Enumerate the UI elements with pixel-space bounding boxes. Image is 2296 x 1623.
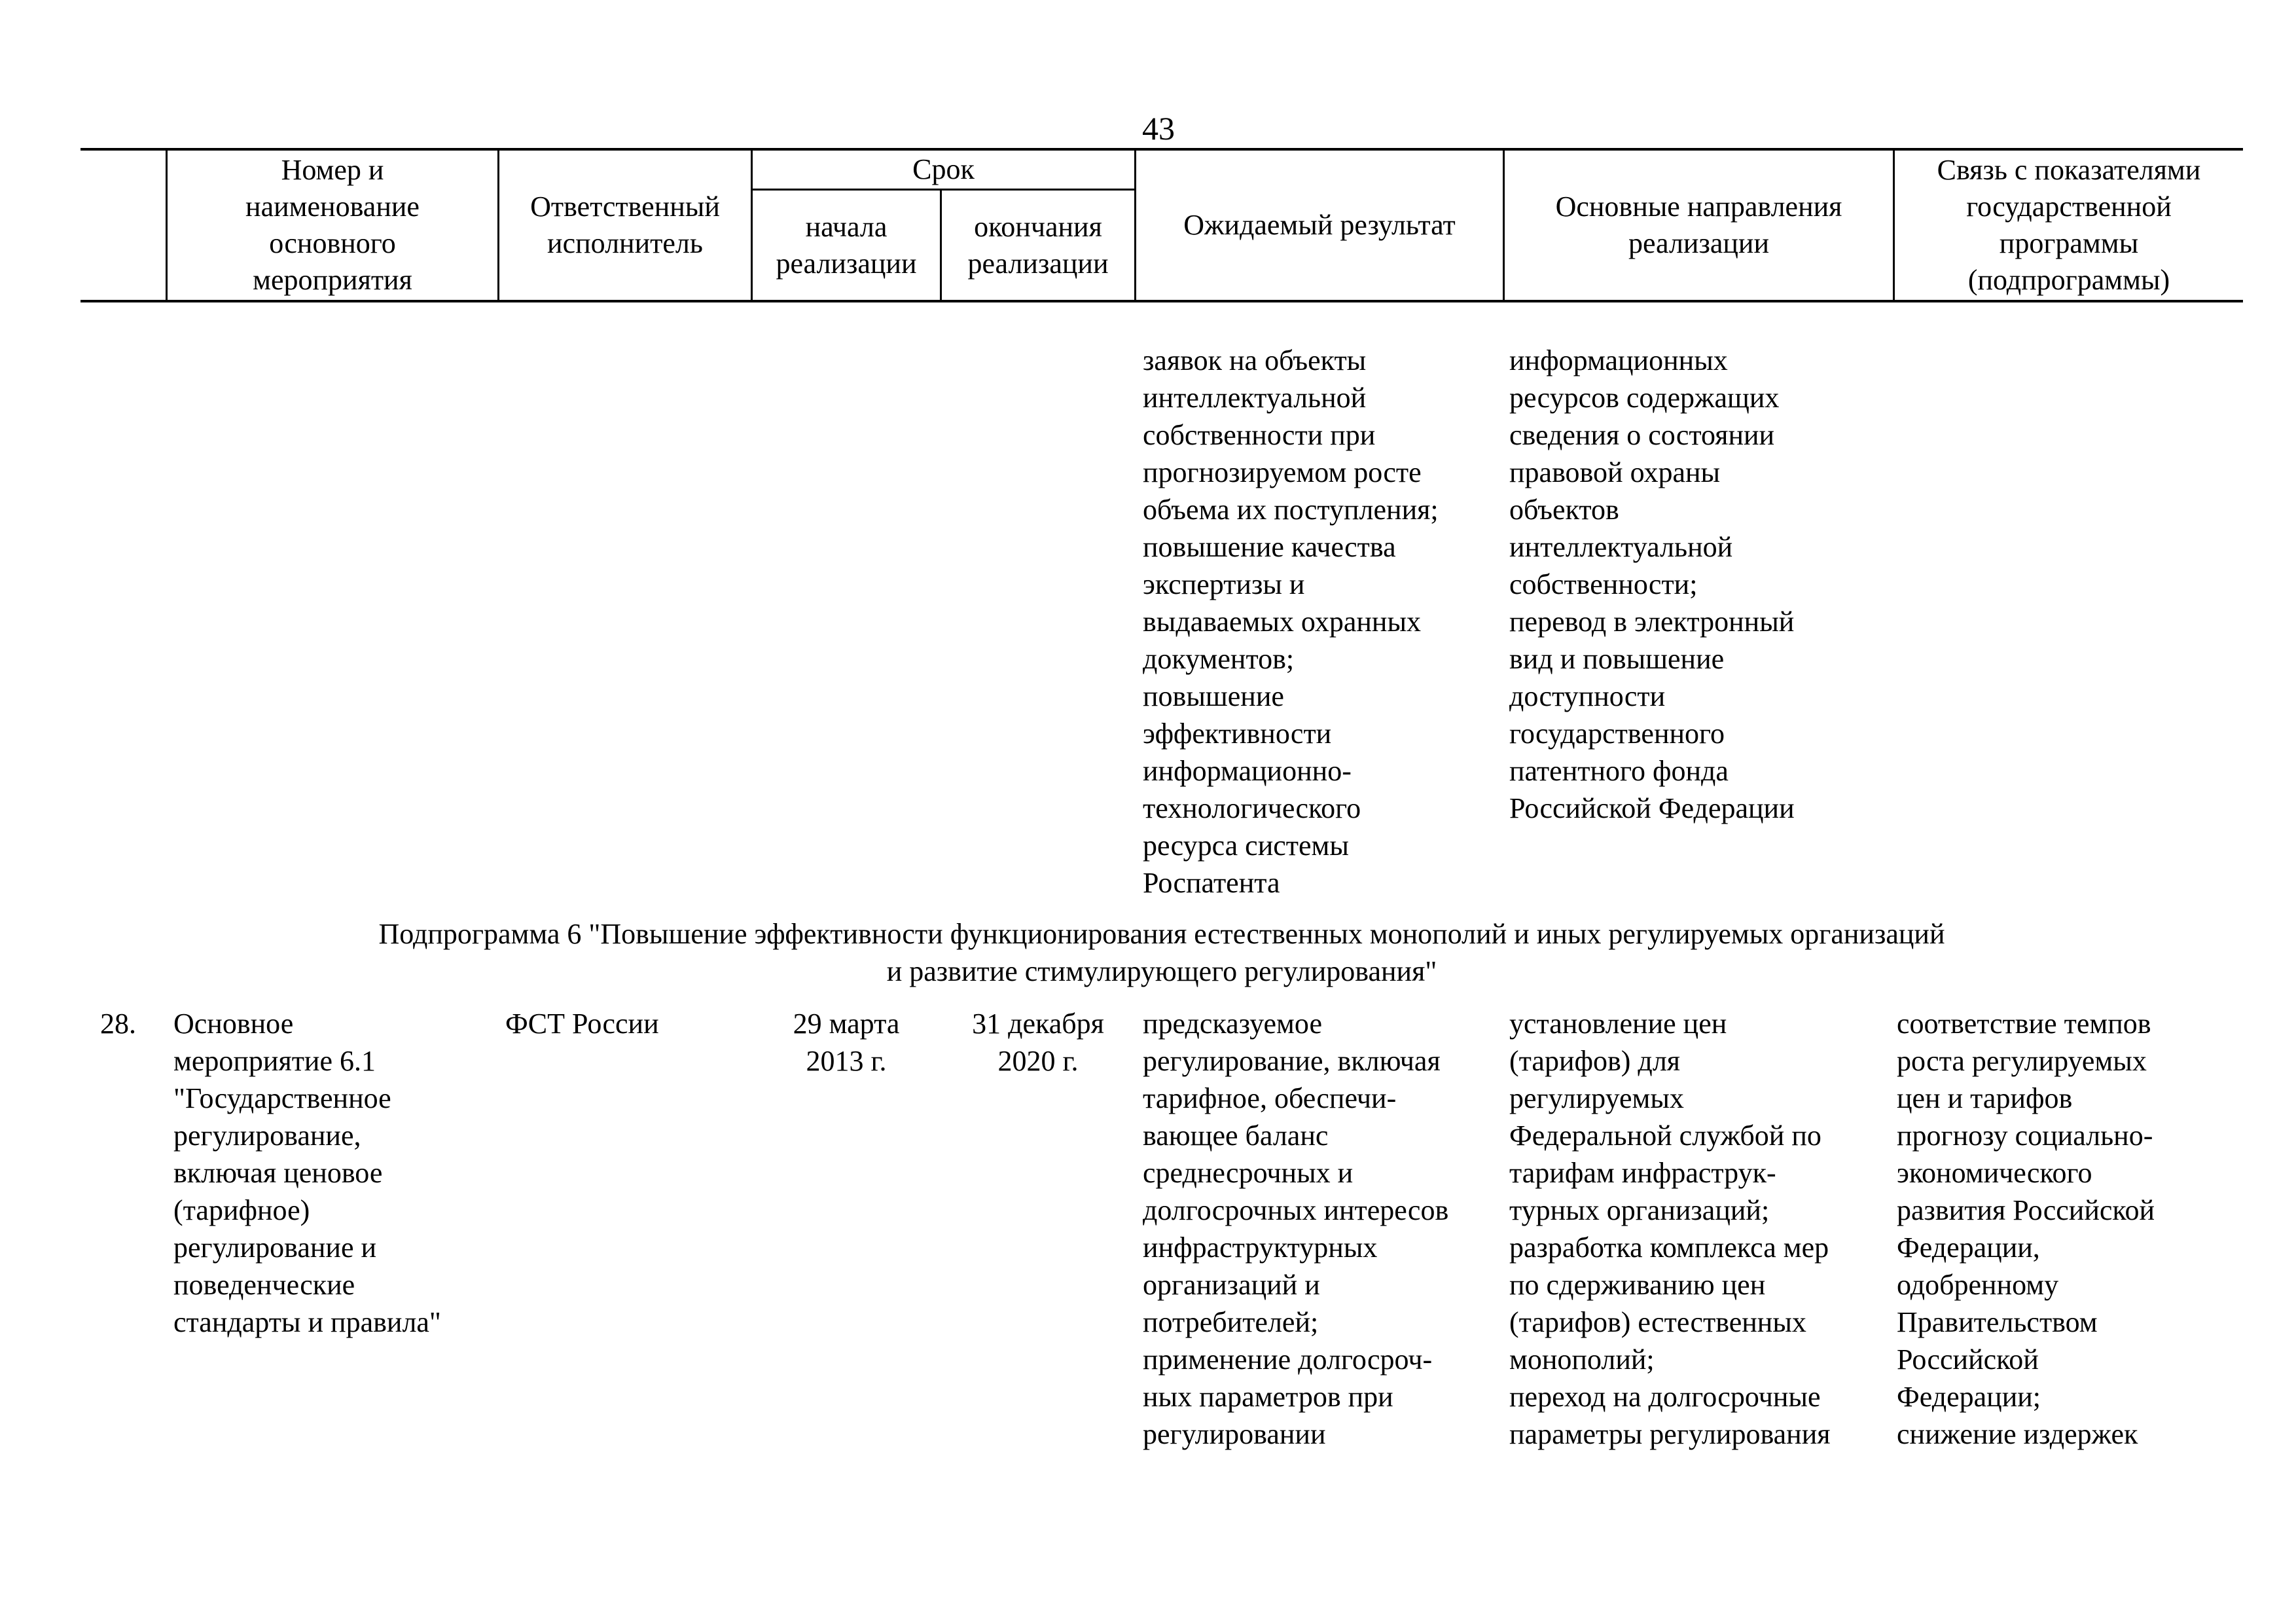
- row-28-indicators-link: соответствие темпов роста регулируемых цен и тарифов прогнозу социально- экономического развития Российской Федерации, одобренному Правительством Российской Федерации; снижение издержек: [1897, 1008, 2155, 1450]
- header-expected-result: Ожидаемый результат: [1183, 209, 1456, 241]
- row-28-start: 29 марта 2013 г.: [793, 1008, 900, 1077]
- row-28-end: 31 декабря 2020 г.: [972, 1008, 1104, 1077]
- subprogram-title: Подпрограмма 6 "Повышение эффективности функционирования естественных монополий и иных регулируемых организаций и развитие стимулирующего регулирования": [378, 918, 1945, 987]
- header-number-name: Номер и наименование основного мероприятия: [245, 154, 420, 296]
- row-28-responsible: ФСТ России: [505, 1008, 659, 1040]
- header-bottom-rule: [81, 300, 2243, 302]
- row-28-number: 28.: [100, 1008, 136, 1040]
- header-indicators-link: Связь с показателями государственной программы (подпрограммы): [1937, 154, 2201, 296]
- header-responsible: Ответственный исполнитель: [530, 191, 720, 259]
- page-number: 43: [1142, 110, 1175, 147]
- continuation-main-directions: информационных ресурсов содержащих сведения о состоянии правовой охраны объектов интеллектуальной собственности; перевод в электронный вид и повышение доступности государственного патентного фонда Российской Федерации: [1509, 344, 1795, 824]
- header-end: окончания реализации: [967, 210, 1109, 280]
- continuation-expected-result: заявок на объекты интеллектуальной собственности при прогнозируемом росте объема их поступления; повышение качества экспертизы и выдаваемых охранных документов; повышение эффективности информационно- технологического ресурса системы Роспатента: [1143, 344, 1439, 899]
- header-term: Срок: [912, 153, 975, 185]
- header-start: начала реализации: [776, 210, 917, 280]
- header-main-directions: Основные направления реализации: [1555, 191, 1842, 259]
- row-28-expected-result: предсказуемое регулирование, включая тарифное, обеспечи- вающее баланс среднесрочных и долгосрочных интересов инфраструктурных организаций и потребителей; применение долгосроч- ных параметров при регулировании: [1143, 1008, 1449, 1450]
- row-28-name: Основное мероприятие 6.1 "Государственное регулирование, включая ценовое (тарифное) регулирование и поведенческие стандарты и правила": [173, 1008, 441, 1338]
- row-28-main-directions: установление цен (тарифов) для регулируемых Федеральной службой по тарифам инфраструк- турных организаций; разработка комплекса мер по сдерживанию цен (тарифов) естественных монополий; переход на долгосрочные параметры регулирования: [1509, 1008, 1831, 1450]
